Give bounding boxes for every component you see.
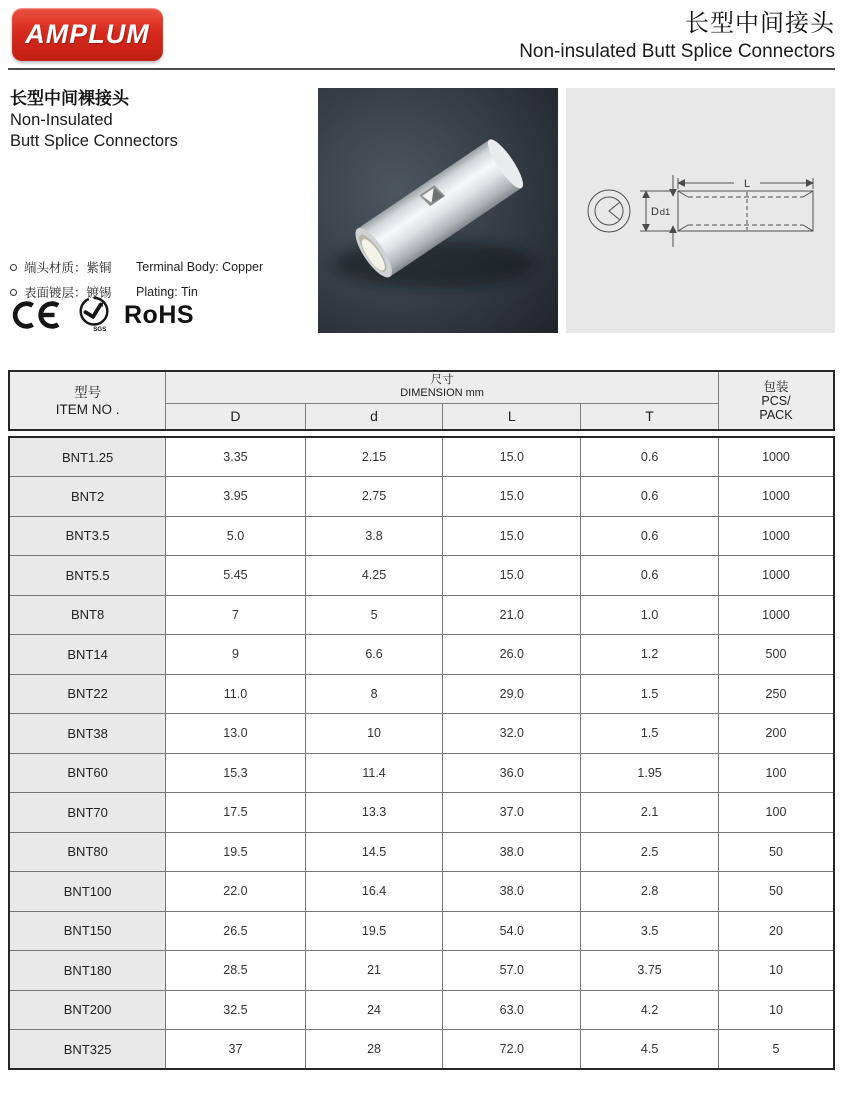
spec-table-body: [9, 437, 834, 1069]
diagram-label-d1: d1: [659, 207, 671, 218]
value-cell: 1.0: [581, 595, 719, 635]
value-cell: 72.0: [443, 1030, 581, 1070]
table-row: [9, 714, 834, 754]
value-cell: 0.6: [581, 437, 719, 477]
value-cell: 6.6: [305, 635, 443, 675]
value-cell: 4.25: [305, 556, 443, 596]
value-cell: 24: [305, 990, 443, 1030]
value-cell: 1000: [718, 556, 834, 596]
product-description: [10, 88, 310, 333]
value-cell: 1000: [718, 516, 834, 556]
value-cell: 0.6: [581, 477, 719, 517]
value-cell: 5.0: [166, 516, 305, 556]
value-cell: 37.0: [443, 793, 581, 833]
value-cell: 1000: [718, 595, 834, 635]
amplum-logo: [12, 8, 163, 61]
item-no-cell: BNT325: [9, 1030, 166, 1070]
value-cell: 500: [718, 635, 834, 675]
value-cell: 5: [718, 1030, 834, 1070]
table-row: [9, 437, 834, 477]
value-cell: 19.5: [305, 911, 443, 951]
value-cell: 38.0: [443, 832, 581, 872]
table-row: [9, 477, 834, 517]
value-cell: 2.5: [581, 832, 719, 872]
table-row: [9, 516, 834, 556]
value-cell: 13.0: [166, 714, 305, 754]
item-no-cell: BNT22: [9, 674, 166, 714]
column-header-item-no: 型号 ITEM NO .: [9, 371, 166, 430]
value-cell: 63.0: [443, 990, 581, 1030]
value-cell: 200: [718, 714, 834, 754]
spec-en: Terminal Body: Copper: [136, 260, 264, 274]
item-no-cell: BNT60: [9, 753, 166, 793]
product-photo: [318, 88, 558, 333]
value-cell: 250: [718, 674, 834, 714]
page-title-en: Non-insulated Butt Splice Connectors: [519, 41, 835, 62]
dimension-diagram: [566, 88, 835, 333]
table-row: [9, 911, 834, 951]
item-no-cell: BNT3.5: [9, 516, 166, 556]
value-cell: 54.0: [443, 911, 581, 951]
ce-mark-icon: [10, 297, 64, 333]
column-header-T: T: [581, 403, 719, 430]
value-cell: 1000: [718, 477, 834, 517]
column-header-dimension: 尺寸 DIMENSION mm: [166, 371, 719, 403]
value-cell: 14.5: [305, 832, 443, 872]
value-cell: 3.5: [581, 911, 719, 951]
value-cell: 32.0: [443, 714, 581, 754]
value-cell: 8: [305, 674, 443, 714]
table-row: [9, 990, 834, 1030]
value-cell: 100: [718, 793, 834, 833]
table-row: [9, 1030, 834, 1070]
value-cell: 50: [718, 872, 834, 912]
value-cell: 26.5: [166, 911, 305, 951]
value-cell: 15.0: [443, 516, 581, 556]
value-cell: 28.5: [166, 951, 305, 991]
table-row: [9, 556, 834, 596]
value-cell: 15.3: [166, 753, 305, 793]
value-cell: 10: [718, 990, 834, 1030]
spec-terminal-body: [10, 258, 263, 276]
value-cell: 1.5: [581, 674, 719, 714]
value-cell: 10: [718, 951, 834, 991]
value-cell: 15.0: [443, 437, 581, 477]
value-cell: 1000: [718, 437, 834, 477]
certification-marks: [10, 295, 194, 335]
value-cell: 16.4: [305, 872, 443, 912]
column-header-pack: 包装 PCS/ PACK: [718, 371, 834, 430]
value-cell: 57.0: [443, 951, 581, 991]
value-cell: 36.0: [443, 753, 581, 793]
value-cell: 17.5: [166, 793, 305, 833]
value-cell: 13.3: [305, 793, 443, 833]
value-cell: 28: [305, 1030, 443, 1070]
item-no-cell: BNT2: [9, 477, 166, 517]
value-cell: 2.1: [581, 793, 719, 833]
item-no-cell: BNT100: [9, 872, 166, 912]
value-cell: 2.75: [305, 477, 443, 517]
sgs-certification-icon: [75, 295, 113, 335]
table-row: [9, 832, 834, 872]
table-row: [9, 674, 834, 714]
value-cell: 0.6: [581, 516, 719, 556]
item-no-cell: BNT70: [9, 793, 166, 833]
item-no-cell: BNT80: [9, 832, 166, 872]
value-cell: 11.0: [166, 674, 305, 714]
value-cell: 37: [166, 1030, 305, 1070]
item-no-cell: BNT38: [9, 714, 166, 754]
column-header-D: D: [166, 403, 305, 430]
spec-table-header: [8, 370, 835, 431]
value-cell: 32.5: [166, 990, 305, 1030]
value-cell: 9: [166, 635, 305, 675]
table-row: [9, 753, 834, 793]
spec-zh: 表面镀层：镀锡: [24, 286, 112, 300]
item-no-cell: BNT14: [9, 635, 166, 675]
spec-en: Plating: Tin: [136, 285, 198, 299]
spec-table: [8, 436, 835, 1070]
value-cell: 3.35: [166, 437, 305, 477]
value-cell: 22.0: [166, 872, 305, 912]
value-cell: 3.8: [305, 516, 443, 556]
value-cell: 21.0: [443, 595, 581, 635]
value-cell: 26.0: [443, 635, 581, 675]
value-cell: 3.75: [581, 951, 719, 991]
product-name-en-1: Non-Insulated: [10, 111, 113, 129]
dimension-drawing: [566, 88, 835, 333]
value-cell: 2.8: [581, 872, 719, 912]
logo-text: AMPLUM: [25, 19, 150, 49]
item-no-cell: BNT5.5: [9, 556, 166, 596]
value-cell: 29.0: [443, 674, 581, 714]
table-row: [9, 635, 834, 675]
page-title: [519, 9, 835, 65]
value-cell: 1.5: [581, 714, 719, 754]
item-no-cell: BNT180: [9, 951, 166, 991]
value-cell: 2.15: [305, 437, 443, 477]
value-cell: 0.6: [581, 556, 719, 596]
table-row: [9, 793, 834, 833]
column-header-d: d: [305, 403, 443, 430]
value-cell: 5: [305, 595, 443, 635]
table-row: [9, 872, 834, 912]
table-row: [9, 595, 834, 635]
value-cell: 21: [305, 951, 443, 991]
value-cell: 10: [305, 714, 443, 754]
spec-zh: 端头材质：紫铜: [24, 261, 112, 275]
value-cell: 1.95: [581, 753, 719, 793]
svg-text:SGS: SGS: [93, 326, 107, 334]
item-no-cell: BNT150: [9, 911, 166, 951]
value-cell: 4.2: [581, 990, 719, 1030]
value-cell: 38.0: [443, 872, 581, 912]
product-name-en-2: Butt Splice Connectors: [10, 132, 178, 150]
value-cell: 100: [718, 753, 834, 793]
diagram-label-D: D: [651, 206, 659, 218]
table-row: [9, 951, 834, 991]
value-cell: 7: [166, 595, 305, 635]
product-name-zh: 长型中间裸接头: [10, 89, 129, 108]
page-title-zh: 长型中间接头: [685, 10, 835, 37]
diagram-label-L: L: [743, 178, 751, 190]
value-cell: 20: [718, 911, 834, 951]
value-cell: 4.5: [581, 1030, 719, 1070]
value-cell: 1.2: [581, 635, 719, 675]
item-no-cell: BNT200: [9, 990, 166, 1030]
butt-splice-connector-image: [318, 88, 558, 333]
item-no-cell: BNT8: [9, 595, 166, 635]
column-header-L: L: [443, 403, 581, 430]
value-cell: 15.0: [443, 477, 581, 517]
header-divider: [8, 68, 835, 70]
intro-section: [8, 88, 835, 333]
bullet-icon: [10, 264, 17, 271]
rohs-label: RoHS: [124, 300, 195, 329]
value-cell: 15.0: [443, 556, 581, 596]
value-cell: 19.5: [166, 832, 305, 872]
value-cell: 50: [718, 832, 834, 872]
value-cell: 5.45: [166, 556, 305, 596]
value-cell: 3.95: [166, 477, 305, 517]
item-no-cell: BNT1.25: [9, 437, 166, 477]
value-cell: 11.4: [305, 753, 443, 793]
